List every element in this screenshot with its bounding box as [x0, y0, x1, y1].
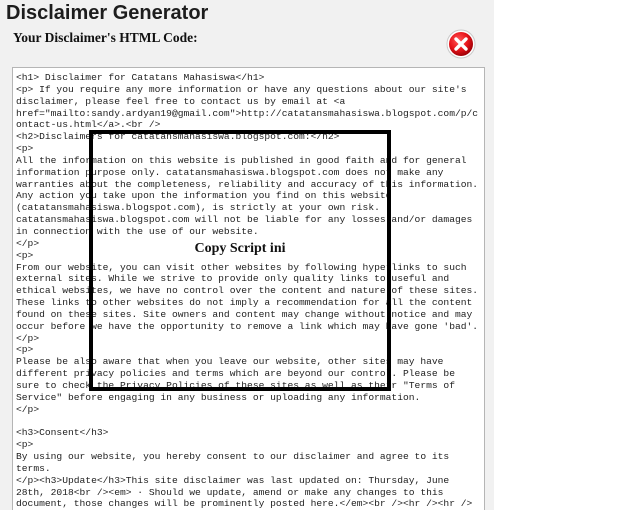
code-line: Any action you take upon the information you find on this website	[16, 190, 392, 202]
code-line: <h1> Disclaimer for Catatans Mahasiswa</h1>	[16, 72, 265, 83]
code-line: warranties about the completeness, reliability and accuracy of this information.	[16, 178, 479, 190]
code-line: From our website, you can visit other websites by following hyperlinks to such	[16, 261, 467, 273]
code-line: </p>	[16, 332, 40, 344]
code-line: in connection with the use of our website.	[16, 225, 259, 237]
code-line: external sites. While we strive to provide only quality links to useful and	[16, 273, 450, 285]
code-line: href="mailto:sandy.ardyan19@gmail.com">http://catatansmahasiswa.blogspot.com/p/c	[16, 107, 479, 119]
code-line: information purpose only. catatansmahasiswa.blogspot.com does not make any	[16, 166, 444, 178]
code-line: catatansmahasiswa.blogspot.com will not be liable for any losses and/or damages	[16, 214, 473, 226]
code-line: <p>	[16, 344, 34, 356]
code-line: <p>	[16, 143, 34, 155]
code-line: <p> If you require any more information or have any questions about our site's	[16, 83, 467, 95]
code-line: document, those changes will be prominently posted here.</em><br /><hr /><hr />	[16, 498, 473, 510]
code-line: <p>	[16, 439, 34, 451]
code-line: </p>	[16, 403, 40, 415]
code-line: All the information on this website is published in good faith and for general	[16, 154, 467, 166]
code-line: ethical websites, we have no control over the content and nature of these sites.	[16, 285, 479, 297]
code-line: different privacy policies and terms which are beyond our control. Please be	[16, 368, 455, 380]
code-line: <p>	[16, 249, 34, 261]
code-line: These links to other websites do not imply a recommendation for all the content	[16, 297, 473, 309]
code-line: <h2>Disclaimers for catatansmahasiswa.blogspot.com:</h2>	[16, 131, 340, 143]
code-line: <h3>Consent</h3>	[16, 427, 109, 439]
code-line: disclaimer, please feel free to contact us by email at <a	[16, 95, 346, 107]
code-line: 28th, 2018<br /><em> · Should we update, amend or make any changes to this	[16, 486, 444, 498]
code-line: Service" before engaging in any business or uploading any information.	[16, 391, 421, 403]
code-line: terms.	[16, 462, 51, 474]
code-line: By using our website, you hereby consent to our disclaimer and agree to its	[16, 451, 450, 462]
app-title: Disclaimer Generator	[6, 2, 209, 24]
close-icon	[446, 29, 476, 59]
code-line: ontact-us.html</a>.<br />	[16, 119, 161, 131]
copy-script-highlight-box	[89, 130, 391, 391]
code-line: (catatansmahasiswa.blogspot.com), is strictly at your own risk.	[16, 202, 380, 214]
copy-script-label: Copy Script ini	[194, 241, 286, 256]
code-line: Please be also aware that when you leave our website, other sites may have	[16, 356, 444, 368]
code-line: found on these sites. Site owners and content may change without notice and may	[16, 308, 473, 320]
close-button[interactable]	[446, 29, 476, 59]
code-line: </p>	[16, 237, 40, 249]
code-line: occur before we have the opportunity to remove a link which may have gone 'bad'.	[16, 320, 479, 332]
code-line: sure to check the Privacy Policies of these sites as well as their "Terms of	[16, 379, 455, 391]
section-title: Your Disclaimer's HTML Code:	[13, 30, 198, 45]
code-line: </p><h3>Update</h3>This site disclaimer was last updated on: Thursday, June	[16, 474, 450, 486]
